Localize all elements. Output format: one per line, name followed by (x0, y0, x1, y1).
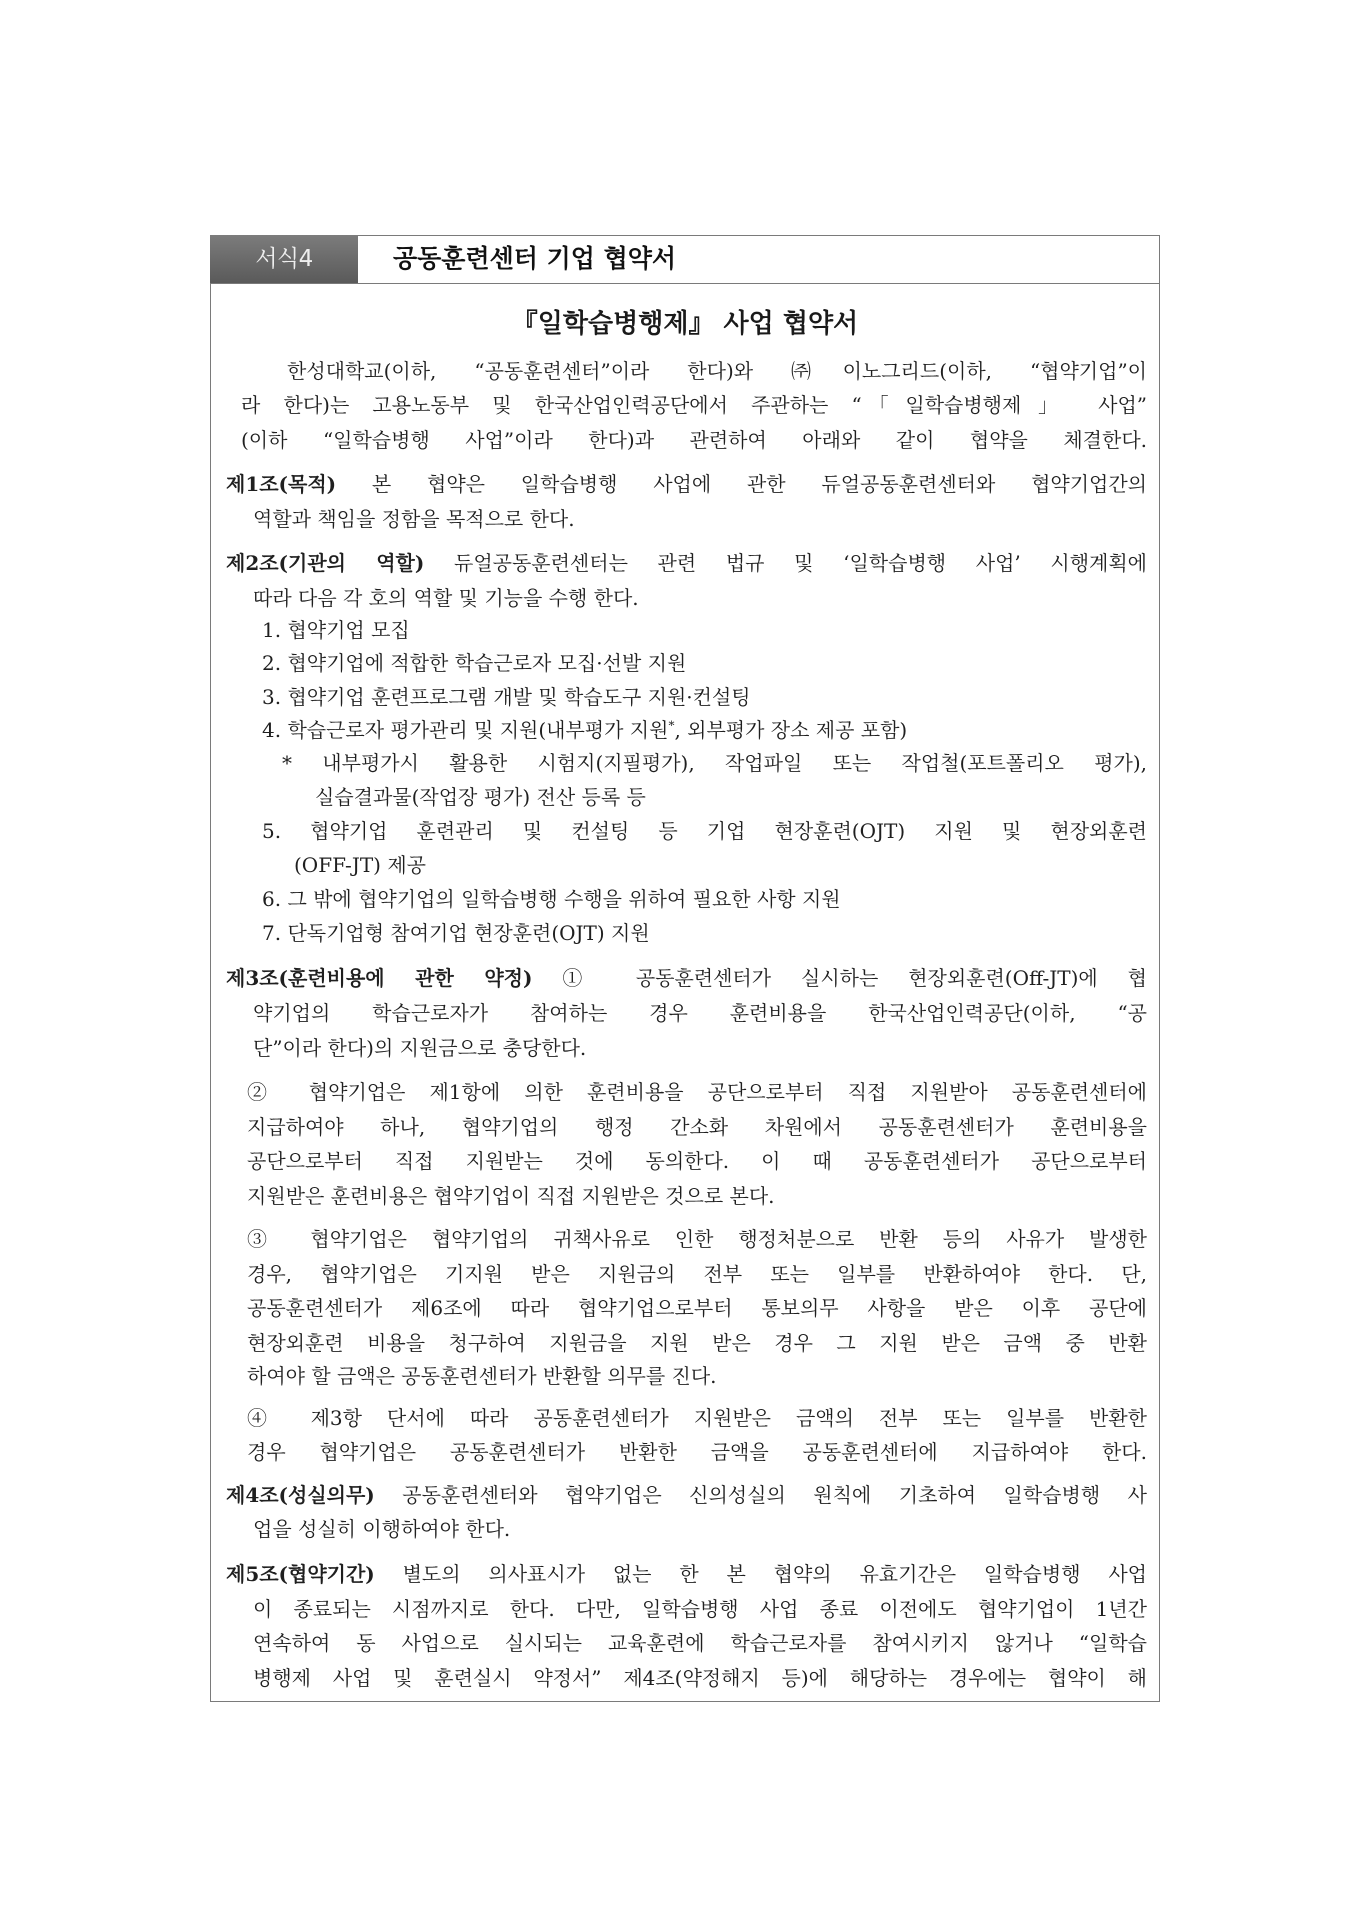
article-5-line: 이 종료되는 시점까지로 한다. 다만, 일학습병행 사업 종료 이전에도 협약기업이 1년간 (253, 1597, 1147, 1621)
article-5-line: 연속하여 동 사업으로 실시되는 교육훈련에 학습근로자를 참여시키지 않거나 “일학습 (253, 1631, 1147, 1655)
list-item-text: , 외부평가 장소 제공 포함) (674, 718, 908, 742)
article-1-line: 역할과 책임을 정함을 목적으로 한다. (253, 507, 575, 531)
article-4-text: 공동훈련센터와 협약기업은 신의성실의 원칙에 기초하여 일학습병행 사 (374, 1483, 1147, 1507)
list-item: 3. 협약기업 훈련프로그램 개발 및 학습도구 지원·컨설팅 (262, 685, 751, 709)
clause-3-line: 경우, 협약기업은 기지원 받은 지원금의 전부 또는 일부를 반환하여야 한다. 단, (247, 1262, 1147, 1286)
clause-3-line: 현장외훈련 비용을 청구하여 지원금을 지원 받은 경우 그 지원 받은 금액 중 반환 (247, 1331, 1147, 1355)
article-3-line: 단”이라 한다)의 지원금으로 충당한다. (253, 1036, 587, 1060)
list-item (262, 716, 1147, 744)
footnote-mark: * (668, 718, 675, 733)
form-title: 공동훈련센터 기업 협약서 (393, 244, 677, 273)
clause-3-line: ③ 협약기업은 협약기업의 귀책사유로 인한 행정처분으로 반환 등의 사유가 발생한 (247, 1227, 1147, 1251)
article-3-line (226, 964, 1147, 992)
clause-2-line: 지원받은 훈련비용은 협약기업이 직접 지원받은 것으로 본다. (247, 1184, 775, 1208)
article-3-line: 약기업의 학습근로자가 참여하는 경우 훈련비용을 한국산업인력공단(이하, “공 (253, 1001, 1147, 1025)
article-1-line (226, 470, 1147, 498)
article-3-heading: 제3조(훈련비용에 관한 약정) (226, 966, 533, 990)
footnote-line: 실습결과물(작업장 평가) 전산 등록 등 (315, 785, 646, 809)
article-5-text: 별도의 의사표시가 없는 한 본 협약의 유효기간은 일학습병행 사업 (374, 1562, 1147, 1586)
article-3-text: ① 공동훈련센터가 실시하는 현장외훈련(Off-JT)에 협 (532, 966, 1147, 990)
form-header (210, 235, 1160, 284)
clause-2-line: 공단으로부터 직접 지원받는 것에 동의한다. 이 때 공동훈련센터가 공단으로부터 (247, 1149, 1147, 1173)
form-label: 서식4 (210, 235, 358, 283)
article-4-line: 업을 성실히 이행하여야 한다. (253, 1517, 511, 1541)
article-4-line (226, 1481, 1147, 1509)
article-2-text: 듀얼공동훈련센터는 관련 법규 및 ‘일학습병행 사업’ 시행계획에 (424, 551, 1148, 575)
list-item-continuation: (OFF-JT) 제공 (294, 853, 426, 877)
list-item: 7. 단독기업형 참여기업 현장훈련(OJT) 지원 (262, 921, 650, 945)
article-4-heading: 제4조(성실의무) (226, 1483, 375, 1507)
document-title: 『일학습병행제』 사업 협약서 (511, 309, 859, 339)
article-5-heading: 제5조(협약기간) (226, 1562, 375, 1586)
intro-line: (이하 “일학습병행 사업”이라 한다)과 관련하여 아래와 같이 협약을 체결한다. (241, 428, 1147, 452)
clause-2-line: ② 협약기업은 제1항에 의한 훈련비용을 공단으로부터 직접 지원받아 공동훈련센터에 (247, 1080, 1147, 1104)
list-item: 6. 그 밖에 협약기업의 일학습병행 수행을 위하여 필요한 사항 지원 (262, 887, 841, 911)
clause-2-line: 지급하여야 하나, 협약기업의 행정 간소화 차원에서 공동훈련센터가 훈련비용을 (247, 1115, 1147, 1139)
clause-4-line: 경우 협약기업은 공동훈련센터가 반환한 금액을 공동훈련센터에 지급하여야 한다. (247, 1440, 1147, 1464)
intro-line: 한성대학교(이하, “공동훈련센터”이라 한다)와 ㈜이노그리드(이하, “협약기업”이 (287, 359, 1147, 383)
article-1-heading: 제1조(목적) (226, 472, 337, 496)
clause-3-line: 하여야 할 금액은 공동훈련센터가 반환할 의무를 진다. (247, 1364, 717, 1388)
article-5-line: 병행제 사업 및 훈련실시 약정서” 제4조(약정해지 등)에 해당하는 경우에는 협약이 해 (253, 1666, 1147, 1690)
list-item: 5. 협약기업 훈련관리 및 컨설팅 등 기업 현장훈련(OJT) 지원 및 현장외훈련 (262, 819, 1147, 843)
clause-4-line: ④ 제3항 단서에 따라 공동훈련센터가 지원받은 금액의 전부 또는 일부를 반환한 (247, 1406, 1147, 1430)
clause-3-line: 공동훈련센터가 제6조에 따라 협약기업으로부터 통보의무 사항을 받은 이후 공단에 (247, 1296, 1147, 1320)
article-5-line (226, 1560, 1147, 1588)
article-2-line (226, 549, 1147, 577)
article-2-line: 따라 다음 각 호의 역할 및 기능을 수행 한다. (253, 586, 639, 610)
list-item-text: 4. 학습근로자 평가관리 및 지원(내부평가 지원 (262, 718, 669, 742)
footnote-line: * 내부평가시 활용한 시험지(지필평가), 작업파일 또는 작업철(포트폴리오 평가), (282, 751, 1147, 775)
intro-line: 라 한다)는 고용노동부 및 한국산업인력공단에서 주관하는 “「일학습병행제」 사업” (241, 393, 1147, 417)
list-item: 1. 협약기업 모집 (262, 618, 410, 642)
article-1-text: 본 협약은 일학습병행 사업에 관한 듀얼공동훈련센터와 협약기업간의 (336, 472, 1148, 496)
article-2-heading: 제2조(기관의 역할) (226, 551, 425, 575)
list-item: 2. 협약기업에 적합한 학습근로자 모집·선발 지원 (262, 651, 687, 675)
